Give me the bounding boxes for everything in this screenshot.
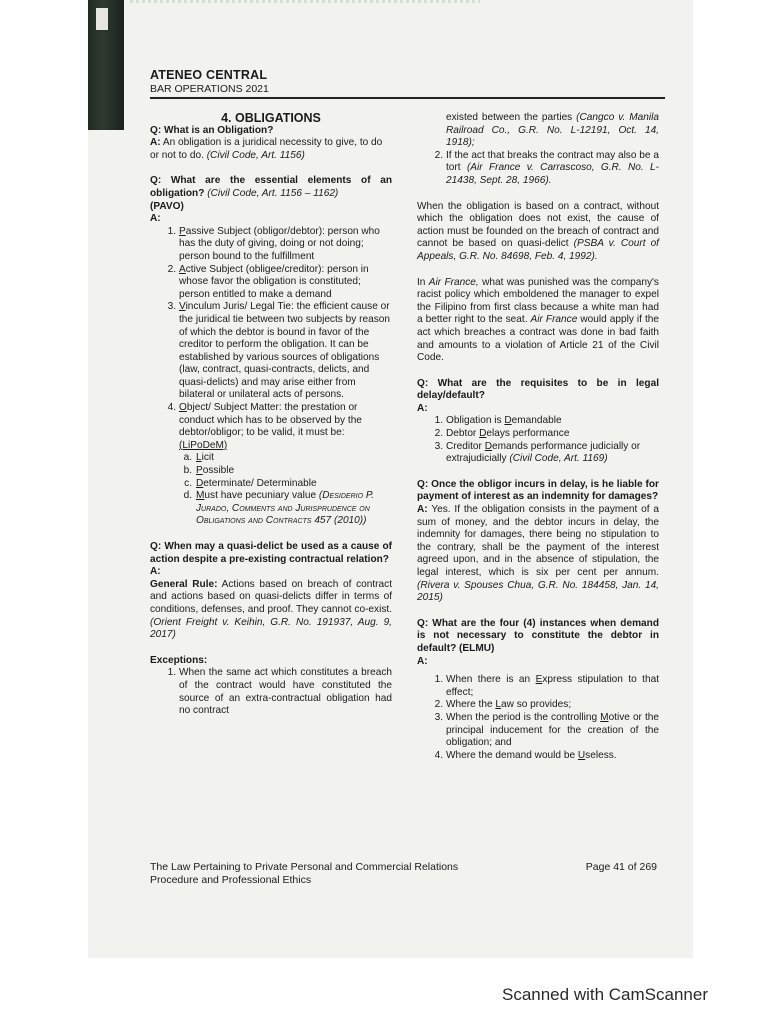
general-rule xyxy=(150,579,392,642)
item-text: emands performance judicially or extrajudicially xyxy=(446,440,641,465)
validity-list xyxy=(150,452,392,528)
answer-text: An obligation is a juridical necessity to give, to do or not to do. xyxy=(150,137,383,161)
list-item xyxy=(183,490,392,528)
organization-subtitle: BAR OPERATIONS 2021 xyxy=(150,83,269,95)
answer-lead: A: xyxy=(150,213,161,225)
paragraph-text: In xyxy=(417,276,426,288)
item-letter: b. xyxy=(183,465,192,477)
answer-lead: A: xyxy=(150,566,161,578)
left-column xyxy=(150,112,392,718)
question-1: Q: What is an Obligation? xyxy=(150,124,274,136)
item-letter: a. xyxy=(183,452,192,464)
question-6: Q: What are the four (4) instances when demand is not necessary to constitute the debtor in default? (ELMU) xyxy=(417,617,659,654)
item-text: xpress stipulation to that effect; xyxy=(446,674,660,698)
underlined-letter: M xyxy=(600,711,609,723)
item-letter: c. xyxy=(184,477,192,489)
case-name: Air France xyxy=(530,314,578,326)
demand-exceptions-list xyxy=(417,674,659,762)
underlined-letter: L xyxy=(495,699,501,711)
list-item xyxy=(434,749,659,763)
underlined-letter: M xyxy=(196,490,205,502)
item-text: ctive Subject (obligee/creditor): person in whose favor the obligation is constituted; person entitled to make a demand xyxy=(179,263,369,300)
citation: (Rivera v. Spouses Chua, G.R. No. 184458, Jan. 14, 2015) xyxy=(417,579,659,604)
question-3: Q: When may a quasi-delict be used as a cause of action despite a pre-existing contractual relation? xyxy=(150,541,392,565)
item-number: 3. xyxy=(167,301,176,313)
item-text: elays performance xyxy=(486,428,570,440)
citation: (Cangco v. Manila Railroad Co., G.R. No. L-12191, Oct. 14, 1918); xyxy=(446,112,659,149)
item-number: 1. xyxy=(434,674,443,686)
item-text: existed between the parties xyxy=(446,112,573,123)
page-number: Page 41 of 269 xyxy=(585,861,657,873)
item-text: aw so provides; xyxy=(501,699,572,711)
case-name: Air France, xyxy=(428,276,479,288)
answer-lead: A: xyxy=(417,655,428,667)
item-text: Where the xyxy=(446,699,496,711)
item-text: icit xyxy=(201,452,214,464)
underlined-letter: U xyxy=(577,749,586,761)
rule-text: Actions based on breach of contract and actions based on quasi-delicts differ in terms of conditions, defenses, and proof. They cannot co-exist. xyxy=(150,578,392,615)
item-number: 2. xyxy=(434,699,443,711)
list-item xyxy=(183,452,392,465)
list-item xyxy=(434,415,659,428)
list-item xyxy=(167,667,392,717)
list-item xyxy=(167,301,392,402)
exceptions-list-continued xyxy=(417,112,659,188)
item-text: seless. xyxy=(585,749,617,761)
underlined-letter: L xyxy=(196,452,202,464)
section-title: 4. OBLIGATIONS xyxy=(221,111,321,125)
list-item xyxy=(434,674,660,699)
list-item xyxy=(446,112,659,150)
item-number: 2. xyxy=(434,428,443,440)
underlined-letter: P xyxy=(196,465,203,477)
item-number: 1. xyxy=(434,415,443,427)
item-text: assive Subject (obligor/debtor): person who has the duty of giving, doing or not doing; person bound to the fulfillment xyxy=(179,225,380,262)
citation: (Desiderio P. Jurado, Comments and Jurisprudence on Obligations and Contracts 457 (2010)) xyxy=(196,490,375,527)
item-text: ust have pecuniary value xyxy=(204,490,317,502)
answer-lead: A: xyxy=(417,402,428,414)
footer-subjects: The Law Pertaining to Private Personal and Commercial Relations Procedure and Professional Ethics xyxy=(150,861,459,886)
question-5: Q: Once the obligor incurs in delay, is he liable for payment of interest as an indemnity for damages? xyxy=(417,478,659,503)
item-text: inculum Juris/ Legal Tie: the efficient cause or the juridical tie between two subjects by reason of which the debtor is bound in favor of the creditor to perform the obligation. It can be established by various sources of obligations (law, contract, quasi-contracts, delicts, and quasi-delicts) and may arise either from bilateral or unilateral acts of persons. xyxy=(179,301,390,401)
list-item xyxy=(183,465,392,478)
citation: (Civil Code, Art. 1156) xyxy=(206,149,305,161)
citation: (PSBA v. Court of Appeals, G.R. No. 84698, Feb. 4, 1992). xyxy=(417,238,659,262)
exceptions-list xyxy=(150,667,392,717)
item-number: 1. xyxy=(167,667,176,679)
item-text: Obligation is xyxy=(446,415,505,427)
list-item xyxy=(434,149,659,188)
citation: (Civil Code, Art. 1169) xyxy=(509,453,608,465)
item-text: ossible xyxy=(202,465,235,477)
paragraph-text: would apply if the act which breaches a contract was done in bad faith and amounts to a violation of Article 21 of the Civil Code. xyxy=(417,314,660,364)
underlined-letter: D xyxy=(196,477,204,489)
list-item xyxy=(184,477,392,491)
answer-1 xyxy=(150,137,392,162)
list-item xyxy=(434,699,659,712)
header-rule xyxy=(150,97,665,99)
list-item xyxy=(434,428,659,441)
elements-list xyxy=(150,226,392,453)
mnemonic: (PAVO) xyxy=(150,200,184,212)
item-text: When the same act which constitutes a breach of the contract would have constituted the source of an extra-contractual obligation had no contract xyxy=(179,667,392,717)
underlined-letter: P xyxy=(179,225,186,237)
paragraph-text: what was punished was the company's racist policy which emboldened the manager to expel the Filipino from first class because a white man had a better right to the seat. xyxy=(417,276,659,326)
item-number: 4. xyxy=(434,749,443,761)
answer-lead: A: xyxy=(417,504,428,516)
item-text: Creditor xyxy=(446,440,485,452)
organization-name: ATENEO CENTRAL xyxy=(150,68,268,82)
list-item xyxy=(434,440,659,466)
paragraph-text: When the obligation is based on a contract, without which the obligation does not exist, the cause of action must be founded on the breach of contract and cannot be based on quasi-delict xyxy=(417,200,659,250)
paragraph-air-france xyxy=(417,277,659,365)
exceptions-label: Exceptions: xyxy=(150,654,208,666)
item-number: 1. xyxy=(167,225,176,237)
binder-tab xyxy=(88,0,124,130)
page-header xyxy=(150,68,665,95)
underlined-letter: E xyxy=(535,674,543,686)
item-text: bject/ Subject Matter: the prestation or conduct which has to be observed by the debtor/obligor; to be valid, it must be: xyxy=(179,402,362,439)
question-2 xyxy=(150,175,392,200)
item-number: 4. xyxy=(167,402,176,414)
item-text: Debtor xyxy=(446,428,480,440)
right-column xyxy=(417,112,659,762)
list-item xyxy=(167,402,392,452)
citation: (Air France v. Carrascoso, G.R. No. L-21438, Sept. 28, 1966). xyxy=(446,162,659,186)
underlined-letter: V xyxy=(179,301,186,313)
tab-notch xyxy=(96,8,108,30)
item-text: When there is an xyxy=(446,674,536,686)
item-text: Where the demand would be xyxy=(446,749,578,761)
delay-requisites-list xyxy=(417,415,659,465)
list-item xyxy=(167,225,392,264)
item-text: emandable xyxy=(511,415,562,427)
scan-edge-artifact xyxy=(130,0,480,3)
answer-lead: A: xyxy=(150,137,161,149)
item-text: When the period is the controlling xyxy=(446,711,601,723)
underlined-letter: D xyxy=(504,415,512,427)
item-mnemonic: (LiPoDeM) xyxy=(179,439,228,451)
scanner-watermark: Scanned with CamScanner xyxy=(501,985,708,1004)
item-number: 3. xyxy=(434,711,443,723)
rule-label: General Rule: xyxy=(150,578,218,590)
list-item xyxy=(434,711,660,750)
item-number: 2. xyxy=(167,263,176,275)
underlined-letter: A xyxy=(179,263,186,275)
item-text: eterminate/ Determinable xyxy=(203,477,317,489)
question-4: Q: What are the requisites to be in legal delay/default? xyxy=(417,377,659,402)
underlined-letter: D xyxy=(479,428,487,440)
item-number: 3. xyxy=(434,440,443,452)
citation: (Civil Code, Art. 1156 – 1162) xyxy=(207,187,339,199)
item-number: 2. xyxy=(434,149,443,161)
page-footer xyxy=(150,861,665,887)
answer-5 xyxy=(417,504,659,605)
paragraph-psba xyxy=(417,201,659,264)
list-item xyxy=(167,263,392,302)
item-letter: d. xyxy=(183,490,192,502)
question-text: Q: What are the essential elements of an obligation? xyxy=(150,175,392,199)
underlined-letter: D xyxy=(484,440,493,452)
underlined-letter: O xyxy=(179,402,187,414)
item-text: If the act that breaks the contract may also be a tort xyxy=(446,149,659,174)
citation: (Orient Freight v. Keihin, G.R. No. 191937, Aug. 9, 2017) xyxy=(150,616,392,641)
item-text: otive or the principal inducement for the creation of the obligation; and xyxy=(446,711,660,749)
answer-text: Yes. If the obligation consists in the payment of a sum of money, and the debtor incurs in delay, the indemnity for damages, there being no stipulation to the contrary, shall be the payment of the interest agreed upon, and in the absence of stipulation, the legal interest, which is six per cent per annum. xyxy=(417,504,659,578)
